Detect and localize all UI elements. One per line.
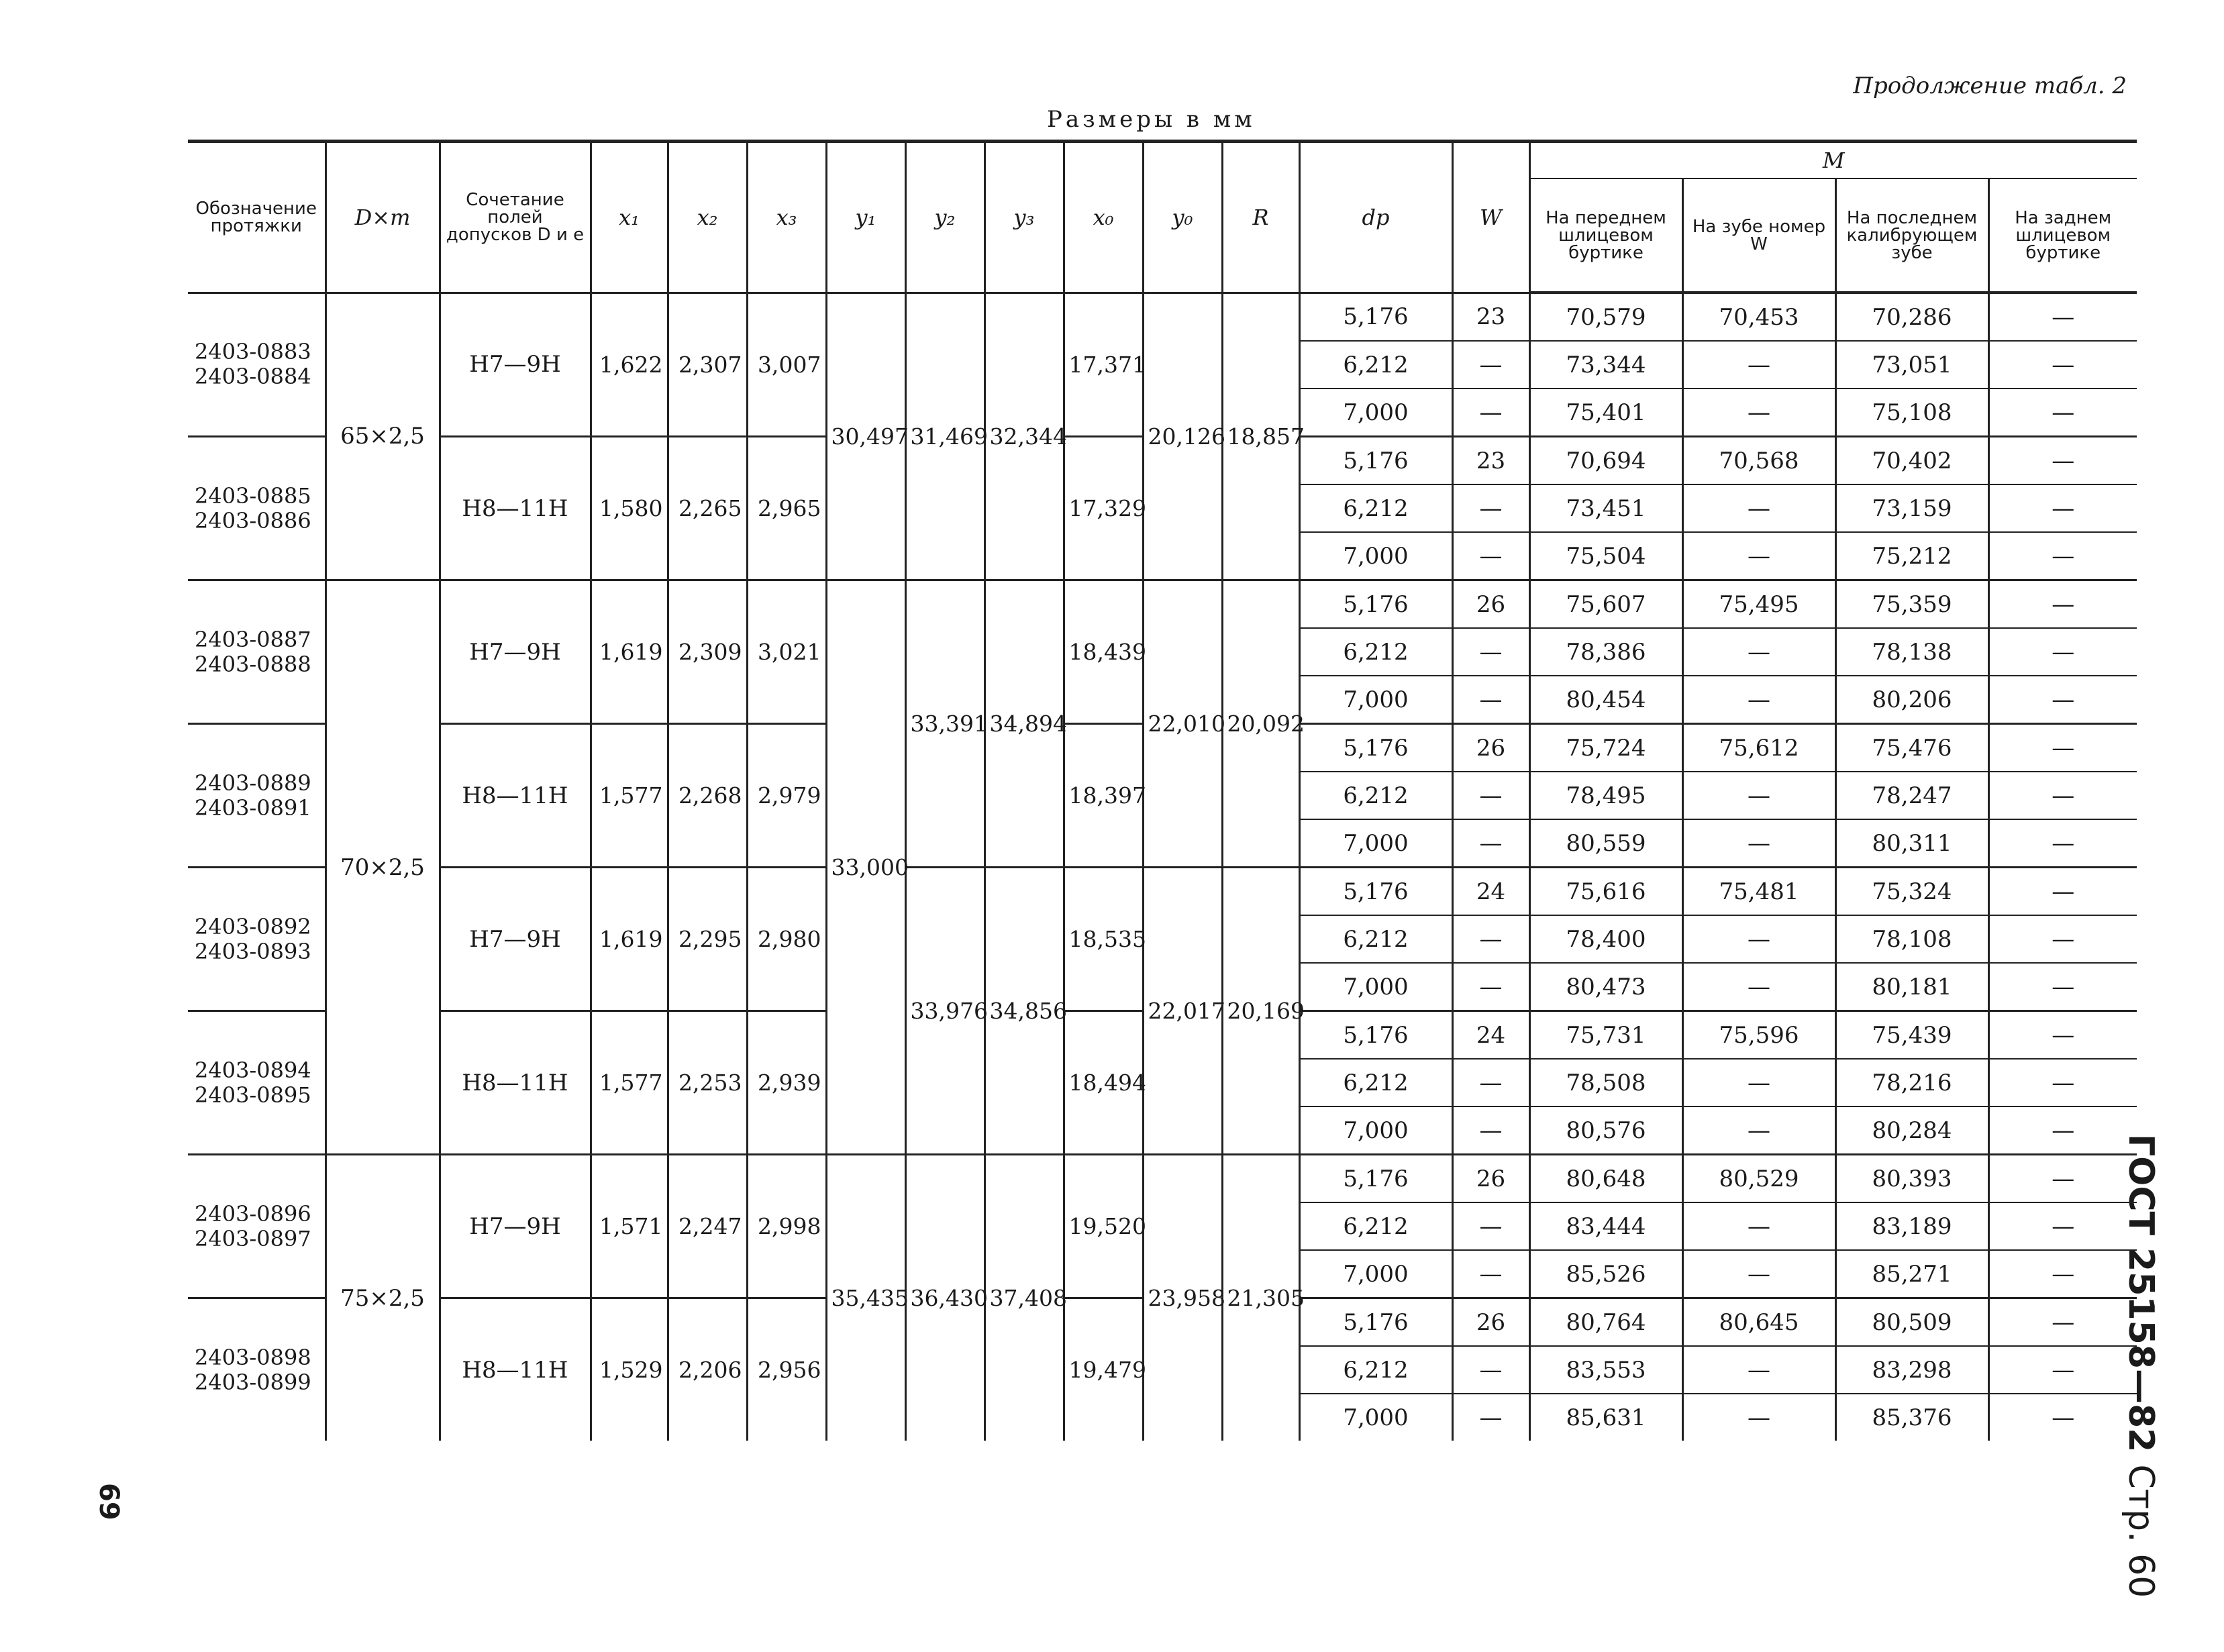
m-rear-cell: — bbox=[1988, 1394, 2137, 1441]
tolerance-cell: H8—11H bbox=[440, 724, 591, 868]
tolerance-cell: H8—11H bbox=[440, 1298, 591, 1441]
m-last-cell: 78,216 bbox=[1835, 1059, 1988, 1106]
m-tooth-cell: — bbox=[1682, 1346, 1835, 1394]
y1-cell: 30,497 bbox=[826, 293, 905, 580]
w-cell: — bbox=[1452, 628, 1529, 676]
m-last-cell: 78,247 bbox=[1835, 772, 1988, 819]
m-tooth-cell: — bbox=[1682, 532, 1835, 580]
dp-cell: 5,176 bbox=[1299, 293, 1452, 341]
designation-cell bbox=[188, 724, 325, 868]
w-cell: — bbox=[1452, 963, 1529, 1011]
designation-code: 2403-0892 bbox=[195, 913, 311, 939]
designation-code: 2403-0898 bbox=[195, 1344, 311, 1370]
standard-number: ГОСТ 25158—82 bbox=[2121, 1134, 2161, 1453]
m-tooth-cell: — bbox=[1682, 628, 1835, 676]
designation-cell bbox=[188, 1298, 325, 1441]
m-rear-cell: — bbox=[1988, 1011, 2137, 1060]
dm-cell: 75×2,5 bbox=[325, 1155, 440, 1441]
m-front-cell: 70,579 bbox=[1529, 293, 1682, 341]
x0-cell: 18,439 bbox=[1064, 580, 1143, 724]
w-cell: — bbox=[1452, 819, 1529, 868]
dp-cell: 6,212 bbox=[1299, 1202, 1452, 1250]
w-cell: 24 bbox=[1452, 868, 1529, 916]
y2-cell: 33,391 bbox=[905, 580, 984, 868]
m-rear-cell: — bbox=[1988, 963, 2137, 1011]
m-tooth-cell: 80,529 bbox=[1682, 1155, 1835, 1203]
w-cell: — bbox=[1452, 1394, 1529, 1441]
y0-cell: 20,126 bbox=[1143, 293, 1222, 580]
m-front-cell: 75,504 bbox=[1529, 532, 1682, 580]
designation-cell bbox=[188, 437, 325, 580]
table-row bbox=[188, 868, 2137, 916]
x3-cell: 2,998 bbox=[747, 1155, 826, 1298]
col-x3: x₃ bbox=[747, 142, 826, 293]
x2-cell: 2,247 bbox=[668, 1155, 747, 1298]
dp-cell: 7,000 bbox=[1299, 819, 1452, 868]
dp-cell: 7,000 bbox=[1299, 1106, 1452, 1155]
m-last-cell: 75,212 bbox=[1835, 532, 1988, 580]
continuation-label: Продолжение табл. 2 bbox=[1853, 72, 2127, 99]
x0-cell: 18,535 bbox=[1064, 868, 1143, 1011]
y3-cell: 34,856 bbox=[984, 868, 1064, 1155]
m-tooth-cell: 75,612 bbox=[1682, 724, 1835, 772]
m-tooth-cell: 75,481 bbox=[1682, 868, 1835, 916]
y0-cell: 22,010 bbox=[1143, 580, 1222, 868]
m-front-cell: 80,454 bbox=[1529, 676, 1682, 724]
w-cell: 26 bbox=[1452, 1298, 1529, 1347]
x0-cell: 18,397 bbox=[1064, 724, 1143, 868]
m-last-cell: 85,376 bbox=[1835, 1394, 1988, 1441]
m-rear-cell: — bbox=[1988, 437, 2137, 485]
y0-cell: 22,017 bbox=[1143, 868, 1222, 1155]
dp-cell: 7,000 bbox=[1299, 963, 1452, 1011]
m-tooth-cell: — bbox=[1682, 1059, 1835, 1106]
m-last-cell: 80,509 bbox=[1835, 1298, 1988, 1347]
designation-code: 2403-0889 bbox=[195, 770, 311, 796]
designation-code: 2403-0893 bbox=[195, 938, 311, 964]
dp-cell: 7,000 bbox=[1299, 532, 1452, 580]
w-cell: 26 bbox=[1452, 580, 1529, 629]
dp-cell: 7,000 bbox=[1299, 1250, 1452, 1298]
m-tooth-cell: — bbox=[1682, 1394, 1835, 1441]
m-last-cell: 78,138 bbox=[1835, 628, 1988, 676]
designation-code: 2403-0886 bbox=[195, 507, 311, 533]
col-w: W bbox=[1452, 142, 1529, 293]
m-last-cell: 73,159 bbox=[1835, 484, 1988, 532]
m-front-cell: 78,386 bbox=[1529, 628, 1682, 676]
dp-cell: 5,176 bbox=[1299, 580, 1452, 629]
m-rear-cell: — bbox=[1988, 1059, 2137, 1106]
col-dp: dp bbox=[1299, 142, 1452, 293]
x1-cell: 1,622 bbox=[591, 293, 668, 437]
m-front-cell: 80,764 bbox=[1529, 1298, 1682, 1347]
tolerance-cell: H7—9H bbox=[440, 293, 591, 437]
m-tooth-cell: 75,596 bbox=[1682, 1011, 1835, 1060]
table-row bbox=[188, 580, 2137, 629]
dp-cell: 5,176 bbox=[1299, 1298, 1452, 1347]
dp-cell: 5,176 bbox=[1299, 868, 1452, 916]
m-last-cell: 75,439 bbox=[1835, 1011, 1988, 1060]
m-rear-cell: — bbox=[1988, 1298, 2137, 1347]
col-y3: y₃ bbox=[984, 142, 1064, 293]
w-cell: — bbox=[1452, 389, 1529, 437]
m-front-cell: 75,401 bbox=[1529, 389, 1682, 437]
designation-code: 2403-0883 bbox=[195, 339, 311, 365]
units-caption: Размеры в мм bbox=[1047, 106, 1256, 133]
dp-cell: 7,000 bbox=[1299, 676, 1452, 724]
m-rear-cell: — bbox=[1988, 1250, 2137, 1298]
m-front-cell: 78,508 bbox=[1529, 1059, 1682, 1106]
x0-cell: 17,329 bbox=[1064, 437, 1143, 580]
m-tooth-cell: — bbox=[1682, 484, 1835, 532]
tolerance-cell: H7—9H bbox=[440, 580, 591, 724]
m-front-cell: 75,724 bbox=[1529, 724, 1682, 772]
w-cell: 23 bbox=[1452, 293, 1529, 341]
col-r: R bbox=[1222, 142, 1299, 293]
w-cell: — bbox=[1452, 1250, 1529, 1298]
col-dm: D×m bbox=[325, 142, 440, 293]
m-rear-cell: — bbox=[1988, 868, 2137, 916]
m-front-cell: 83,553 bbox=[1529, 1346, 1682, 1394]
x1-cell: 1,577 bbox=[591, 724, 668, 868]
dm-cell: 65×2,5 bbox=[325, 293, 440, 580]
m-tooth-cell: — bbox=[1682, 676, 1835, 724]
w-cell: — bbox=[1452, 1346, 1529, 1394]
m-tooth-cell: — bbox=[1682, 819, 1835, 868]
x3-cell: 2,956 bbox=[747, 1298, 826, 1441]
col-m-last: На последнем калибрующем зубе bbox=[1835, 178, 1988, 293]
m-tooth-cell: 70,568 bbox=[1682, 437, 1835, 485]
dp-cell: 6,212 bbox=[1299, 915, 1452, 963]
m-tooth-cell: 70,453 bbox=[1682, 293, 1835, 341]
w-cell: — bbox=[1452, 915, 1529, 963]
designation-code: 2403-0885 bbox=[195, 482, 311, 509]
m-front-cell: 70,694 bbox=[1529, 437, 1682, 485]
w-cell: — bbox=[1452, 341, 1529, 389]
m-rear-cell: — bbox=[1988, 1202, 2137, 1250]
m-front-cell: 80,576 bbox=[1529, 1106, 1682, 1155]
m-rear-cell: — bbox=[1988, 1346, 2137, 1394]
m-last-cell: 70,286 bbox=[1835, 293, 1988, 341]
r-cell: 20,092 bbox=[1222, 580, 1299, 868]
m-rear-cell: — bbox=[1988, 341, 2137, 389]
m-tooth-cell: — bbox=[1682, 341, 1835, 389]
designation-code: 2403-0894 bbox=[195, 1057, 311, 1083]
m-front-cell: 85,526 bbox=[1529, 1250, 1682, 1298]
designation-code: 2403-0899 bbox=[195, 1369, 311, 1395]
m-last-cell: 78,108 bbox=[1835, 915, 1988, 963]
x2-cell: 2,206 bbox=[668, 1298, 747, 1441]
dp-cell: 6,212 bbox=[1299, 1346, 1452, 1394]
m-last-cell: 80,311 bbox=[1835, 819, 1988, 868]
x2-cell: 2,265 bbox=[668, 437, 747, 580]
m-front-cell: 85,631 bbox=[1529, 1394, 1682, 1441]
x3-cell: 3,021 bbox=[747, 580, 826, 724]
w-cell: 26 bbox=[1452, 724, 1529, 772]
m-front-cell: 78,495 bbox=[1529, 772, 1682, 819]
dp-cell: 6,212 bbox=[1299, 484, 1452, 532]
col-y0: y₀ bbox=[1143, 142, 1222, 293]
col-x0: x₀ bbox=[1064, 142, 1143, 293]
x0-cell: 19,479 bbox=[1064, 1298, 1143, 1441]
x2-cell: 2,253 bbox=[668, 1011, 747, 1155]
dp-cell: 5,176 bbox=[1299, 437, 1452, 485]
y3-cell: 32,344 bbox=[984, 293, 1064, 580]
m-rear-cell: — bbox=[1988, 628, 2137, 676]
m-front-cell: 80,473 bbox=[1529, 963, 1682, 1011]
m-last-cell: 80,284 bbox=[1835, 1106, 1988, 1155]
y2-cell: 31,469 bbox=[905, 293, 984, 580]
w-cell: 23 bbox=[1452, 437, 1529, 485]
designation-code: 2403-0891 bbox=[195, 794, 311, 821]
m-last-cell: 80,206 bbox=[1835, 676, 1988, 724]
r-cell: 20,169 bbox=[1222, 868, 1299, 1155]
x2-cell: 2,268 bbox=[668, 724, 747, 868]
dp-cell: 6,212 bbox=[1299, 628, 1452, 676]
m-last-cell: 70,402 bbox=[1835, 437, 1988, 485]
col-y1: y₁ bbox=[826, 142, 905, 293]
col-m-rear: На заднем шлицевом буртике bbox=[1988, 178, 2137, 293]
w-cell: — bbox=[1452, 532, 1529, 580]
x1-cell: 1,577 bbox=[591, 1011, 668, 1155]
y3-cell: 34,894 bbox=[984, 580, 1064, 868]
r-cell: 21,305 bbox=[1222, 1155, 1299, 1441]
standard-page: Стр. 60 bbox=[2121, 1464, 2161, 1598]
col-x2: x₂ bbox=[668, 142, 747, 293]
m-tooth-cell: 80,645 bbox=[1682, 1298, 1835, 1347]
m-last-cell: 83,298 bbox=[1835, 1346, 1988, 1394]
m-tooth-cell: — bbox=[1682, 1250, 1835, 1298]
m-front-cell: 80,648 bbox=[1529, 1155, 1682, 1203]
x1-cell: 1,619 bbox=[591, 868, 668, 1011]
m-tooth-cell: — bbox=[1682, 772, 1835, 819]
w-cell: 24 bbox=[1452, 1011, 1529, 1060]
tolerance-cell: H7—9H bbox=[440, 1155, 591, 1298]
m-rear-cell: — bbox=[1988, 819, 2137, 868]
m-tooth-cell: — bbox=[1682, 1202, 1835, 1250]
m-front-cell: 75,731 bbox=[1529, 1011, 1682, 1060]
x0-cell: 18,494 bbox=[1064, 1011, 1143, 1155]
m-front-cell: 75,607 bbox=[1529, 580, 1682, 629]
y1-cell: 35,435 bbox=[826, 1155, 905, 1441]
m-front-cell: 73,344 bbox=[1529, 341, 1682, 389]
y2-cell: 33,976 bbox=[905, 868, 984, 1155]
x1-cell: 1,619 bbox=[591, 580, 668, 724]
w-cell: 26 bbox=[1452, 1155, 1529, 1203]
x3-cell: 3,007 bbox=[747, 293, 826, 437]
col-x1: x₁ bbox=[591, 142, 668, 293]
x3-cell: 2,939 bbox=[747, 1011, 826, 1155]
m-last-cell: 75,476 bbox=[1835, 724, 1988, 772]
col-m-tooth: На зубе номер W bbox=[1682, 178, 1835, 293]
x0-cell: 19,520 bbox=[1064, 1155, 1143, 1298]
dp-cell: 6,212 bbox=[1299, 341, 1452, 389]
designation-code: 2403-0896 bbox=[195, 1200, 311, 1227]
designation-code: 2403-0888 bbox=[195, 651, 311, 677]
dp-cell: 5,176 bbox=[1299, 1011, 1452, 1060]
y1-cell: 33,000 bbox=[826, 580, 905, 1155]
table-row bbox=[188, 293, 2137, 341]
w-cell: — bbox=[1452, 1059, 1529, 1106]
m-rear-cell: — bbox=[1988, 580, 2137, 629]
x0-cell: 17,371 bbox=[1064, 293, 1143, 437]
page-number: 69 bbox=[93, 1483, 124, 1520]
dp-cell: 6,212 bbox=[1299, 1059, 1452, 1106]
designation-cell bbox=[188, 580, 325, 724]
m-front-cell: 75,616 bbox=[1529, 868, 1682, 916]
dp-cell: 6,212 bbox=[1299, 772, 1452, 819]
dm-cell: 70×2,5 bbox=[325, 580, 440, 1155]
m-rear-cell: — bbox=[1988, 532, 2137, 580]
m-tooth-cell: — bbox=[1682, 389, 1835, 437]
m-rear-cell: — bbox=[1988, 724, 2137, 772]
w-cell: — bbox=[1452, 676, 1529, 724]
w-cell: — bbox=[1452, 1106, 1529, 1155]
x1-cell: 1,571 bbox=[591, 1155, 668, 1298]
dp-cell: 7,000 bbox=[1299, 389, 1452, 437]
designation-code: 2403-0884 bbox=[195, 364, 311, 390]
m-last-cell: 83,189 bbox=[1835, 1202, 1988, 1250]
m-front-cell: 73,451 bbox=[1529, 484, 1682, 532]
table-row bbox=[188, 1155, 2137, 1203]
w-cell: — bbox=[1452, 772, 1529, 819]
col-y2: y₂ bbox=[905, 142, 984, 293]
designation-code: 2403-0897 bbox=[195, 1225, 311, 1251]
m-rear-cell: — bbox=[1988, 772, 2137, 819]
m-rear-cell: — bbox=[1988, 1106, 2137, 1155]
tolerance-cell: H7—9H bbox=[440, 868, 591, 1011]
y2-cell: 36,430 bbox=[905, 1155, 984, 1441]
dp-cell: 5,176 bbox=[1299, 724, 1452, 772]
m-tooth-cell: — bbox=[1682, 963, 1835, 1011]
x3-cell: 2,980 bbox=[747, 868, 826, 1011]
m-rear-cell: — bbox=[1988, 676, 2137, 724]
m-tooth-cell: 75,495 bbox=[1682, 580, 1835, 629]
x2-cell: 2,307 bbox=[668, 293, 747, 437]
x2-cell: 2,295 bbox=[668, 868, 747, 1011]
m-last-cell: 75,324 bbox=[1835, 868, 1988, 916]
x3-cell: 2,979 bbox=[747, 724, 826, 868]
m-rear-cell: — bbox=[1988, 1155, 2137, 1203]
m-tooth-cell: — bbox=[1682, 1106, 1835, 1155]
m-rear-cell: — bbox=[1988, 915, 2137, 963]
dimensions-table bbox=[188, 140, 2137, 1441]
m-front-cell: 78,400 bbox=[1529, 915, 1682, 963]
m-last-cell: 80,181 bbox=[1835, 963, 1988, 1011]
col-designation: Обозначение протяжки bbox=[188, 142, 325, 293]
m-last-cell: 85,271 bbox=[1835, 1250, 1988, 1298]
x1-cell: 1,529 bbox=[591, 1298, 668, 1441]
y0-cell: 23,958 bbox=[1143, 1155, 1222, 1441]
m-rear-cell: — bbox=[1988, 389, 2137, 437]
col-m-front: На переднем шлицевом буртике bbox=[1529, 178, 1682, 293]
x2-cell: 2,309 bbox=[668, 580, 747, 724]
designation-cell bbox=[188, 868, 325, 1011]
m-tooth-cell: — bbox=[1682, 915, 1835, 963]
designation-cell bbox=[188, 1155, 325, 1298]
m-front-cell: 80,559 bbox=[1529, 819, 1682, 868]
x1-cell: 1,580 bbox=[591, 437, 668, 580]
m-rear-cell: — bbox=[1988, 293, 2137, 341]
designation-cell bbox=[188, 293, 325, 437]
m-last-cell: 75,359 bbox=[1835, 580, 1988, 629]
tolerance-cell: H8—11H bbox=[440, 437, 591, 580]
m-last-cell: 80,393 bbox=[1835, 1155, 1988, 1203]
dp-cell: 5,176 bbox=[1299, 1155, 1452, 1203]
w-cell: — bbox=[1452, 484, 1529, 532]
x3-cell: 2,965 bbox=[747, 437, 826, 580]
col-tolerance: Сочетание полей допусков D и e bbox=[440, 142, 591, 293]
w-cell: — bbox=[1452, 1202, 1529, 1250]
y3-cell: 37,408 bbox=[984, 1155, 1064, 1441]
m-rear-cell: — bbox=[1988, 484, 2137, 532]
col-m: M bbox=[1529, 142, 2137, 179]
m-last-cell: 73,051 bbox=[1835, 341, 1988, 389]
r-cell: 18,857 bbox=[1222, 293, 1299, 580]
m-last-cell: 75,108 bbox=[1835, 389, 1988, 437]
designation-cell bbox=[188, 1011, 325, 1155]
m-front-cell: 83,444 bbox=[1529, 1202, 1682, 1250]
designation-code: 2403-0895 bbox=[195, 1082, 311, 1108]
dp-cell: 7,000 bbox=[1299, 1394, 1452, 1441]
designation-code: 2403-0887 bbox=[195, 626, 311, 652]
tolerance-cell: H8—11H bbox=[440, 1011, 591, 1155]
